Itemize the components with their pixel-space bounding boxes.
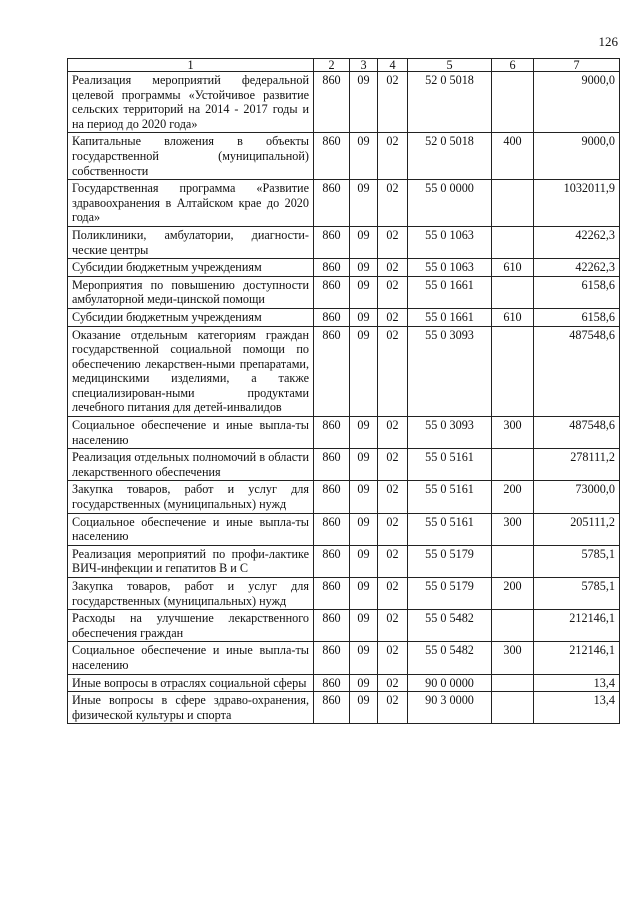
header-row	[68, 59, 620, 72]
row-name: Поликлиники, амбулатории, диагности-ческие центры	[68, 226, 314, 258]
row-amount: 487548,6	[534, 326, 620, 417]
table-row	[68, 226, 620, 258]
row-subsection: 02	[378, 692, 408, 724]
row-subsection: 02	[378, 72, 408, 133]
row-target-article: 55 0 1063	[408, 226, 492, 258]
table-row	[68, 692, 620, 724]
row-amount: 212146,1	[534, 642, 620, 674]
row-subsection: 02	[378, 610, 408, 642]
table-row	[68, 642, 620, 674]
row-name: Реализация отдельных полномочий в области лекарственного обеспечения	[68, 449, 314, 481]
header-col-7: 7	[534, 59, 620, 72]
header-col-5: 5	[408, 59, 492, 72]
row-section: 09	[350, 180, 378, 227]
table-row	[68, 481, 620, 513]
row-name: Расходы на улучшение лекарственного обеспечения граждан	[68, 610, 314, 642]
row-subsection: 02	[378, 545, 408, 577]
budget-table	[67, 58, 620, 724]
table-row	[68, 259, 620, 277]
row-section: 09	[350, 642, 378, 674]
row-code: 860	[314, 545, 350, 577]
row-target-article: 55 0 1063	[408, 259, 492, 277]
row-expense-type: 300	[492, 642, 534, 674]
row-section: 09	[350, 326, 378, 417]
row-expense-type	[492, 692, 534, 724]
row-subsection: 02	[378, 642, 408, 674]
row-target-article: 55 0 5161	[408, 449, 492, 481]
row-code: 860	[314, 481, 350, 513]
header-col-6: 6	[492, 59, 534, 72]
row-amount: 13,4	[534, 692, 620, 724]
row-section: 09	[350, 72, 378, 133]
table-row	[68, 545, 620, 577]
row-code: 860	[314, 226, 350, 258]
row-amount: 5785,1	[534, 545, 620, 577]
row-amount: 42262,3	[534, 226, 620, 258]
row-target-article: 90 3 0000	[408, 692, 492, 724]
row-name: Социальное обеспечение и иные выпла-ты населению	[68, 417, 314, 449]
row-name: Социальное обеспечение и иные выпла-ты населению	[68, 513, 314, 545]
row-expense-type: 400	[492, 133, 534, 180]
row-name: Закупка товаров, работ и услуг для государственных (муниципальных) нужд	[68, 578, 314, 610]
row-section: 09	[350, 674, 378, 692]
row-name: Субсидии бюджетным учреждениям	[68, 259, 314, 277]
row-amount: 205111,2	[534, 513, 620, 545]
row-name: Реализация мероприятий по профи-лактике ВИЧ-инфекции и гепатитов В и С	[68, 545, 314, 577]
table-row	[68, 417, 620, 449]
row-name: Капитальные вложения в объекты государственной (муниципальной) собственности	[68, 133, 314, 180]
row-expense-type: 300	[492, 513, 534, 545]
row-amount: 6158,6	[534, 308, 620, 326]
row-subsection: 02	[378, 513, 408, 545]
header-col-4: 4	[378, 59, 408, 72]
row-section: 09	[350, 226, 378, 258]
row-target-article: 55 0 3093	[408, 417, 492, 449]
page-number: 126	[598, 34, 618, 49]
row-name: Закупка товаров, работ и услуг для государственных (муниципальных) нужд	[68, 481, 314, 513]
row-target-article: 55 0 1661	[408, 308, 492, 326]
row-target-article: 55 0 5179	[408, 545, 492, 577]
row-code: 860	[314, 642, 350, 674]
row-section: 09	[350, 513, 378, 545]
row-section: 09	[350, 276, 378, 308]
row-target-article: 55 0 5179	[408, 578, 492, 610]
table-row	[68, 180, 620, 227]
row-section: 09	[350, 308, 378, 326]
header-col-3: 3	[350, 59, 378, 72]
row-name: Реализация мероприятий федеральной целевой программы «Устойчивое развитие сельских территорий на 2014 - 2017 годы и на период до 2020 года»	[68, 72, 314, 133]
row-expense-type	[492, 276, 534, 308]
row-subsection: 02	[378, 578, 408, 610]
row-expense-type	[492, 610, 534, 642]
row-expense-type: 610	[492, 259, 534, 277]
row-subsection: 02	[378, 481, 408, 513]
row-name: Мероприятия по повышению доступности амбулаторной меди-цинской помощи	[68, 276, 314, 308]
row-expense-type	[492, 545, 534, 577]
row-target-article: 55 0 1661	[408, 276, 492, 308]
row-code: 860	[314, 259, 350, 277]
table-row	[68, 133, 620, 180]
row-section: 09	[350, 578, 378, 610]
row-amount: 1032011,9	[534, 180, 620, 227]
row-amount: 278111,2	[534, 449, 620, 481]
row-expense-type	[492, 226, 534, 258]
table-row	[68, 326, 620, 417]
table-row	[68, 449, 620, 481]
row-section: 09	[350, 692, 378, 724]
row-section: 09	[350, 417, 378, 449]
row-section: 09	[350, 259, 378, 277]
table-row	[68, 72, 620, 133]
row-code: 860	[314, 72, 350, 133]
row-code: 860	[314, 276, 350, 308]
row-amount: 73000,0	[534, 481, 620, 513]
table-row	[68, 513, 620, 545]
row-target-article: 90 0 0000	[408, 674, 492, 692]
row-subsection: 02	[378, 417, 408, 449]
row-amount: 9000,0	[534, 133, 620, 180]
row-section: 09	[350, 449, 378, 481]
row-expense-type	[492, 449, 534, 481]
row-section: 09	[350, 545, 378, 577]
row-code: 860	[314, 449, 350, 481]
row-target-article: 55 0 5482	[408, 642, 492, 674]
row-expense-type	[492, 72, 534, 133]
row-name: Иные вопросы в отраслях социальной сферы	[68, 674, 314, 692]
row-target-article: 55 0 3093	[408, 326, 492, 417]
row-expense-type: 200	[492, 578, 534, 610]
row-code: 860	[314, 674, 350, 692]
row-expense-type	[492, 674, 534, 692]
row-section: 09	[350, 481, 378, 513]
row-subsection: 02	[378, 133, 408, 180]
table-row	[68, 578, 620, 610]
row-name: Социальное обеспечение и иные выпла-ты населению	[68, 642, 314, 674]
row-code: 860	[314, 326, 350, 417]
row-code: 860	[314, 692, 350, 724]
row-name: Государственная программа «Развитие здравоохранения в Алтайском крае до 2020 года»	[68, 180, 314, 227]
row-subsection: 02	[378, 226, 408, 258]
table-row	[68, 674, 620, 692]
row-code: 860	[314, 513, 350, 545]
row-subsection: 02	[378, 276, 408, 308]
row-target-article: 55 0 5161	[408, 513, 492, 545]
row-expense-type: 200	[492, 481, 534, 513]
table-row	[68, 308, 620, 326]
row-subsection: 02	[378, 308, 408, 326]
row-target-article: 52 0 5018	[408, 133, 492, 180]
row-expense-type	[492, 180, 534, 227]
row-target-article: 55 0 0000	[408, 180, 492, 227]
header-col-1: 1	[68, 59, 314, 72]
row-section: 09	[350, 133, 378, 180]
row-amount: 9000,0	[534, 72, 620, 133]
row-code: 860	[314, 180, 350, 227]
row-name: Иные вопросы в сфере здраво-охранения, физической культуры и спорта	[68, 692, 314, 724]
row-subsection: 02	[378, 326, 408, 417]
row-amount: 487548,6	[534, 417, 620, 449]
row-code: 860	[314, 417, 350, 449]
row-expense-type	[492, 326, 534, 417]
row-target-article: 55 0 5482	[408, 610, 492, 642]
row-code: 860	[314, 610, 350, 642]
row-expense-type: 300	[492, 417, 534, 449]
row-amount: 212146,1	[534, 610, 620, 642]
row-code: 860	[314, 578, 350, 610]
row-section: 09	[350, 610, 378, 642]
row-target-article: 52 0 5018	[408, 72, 492, 133]
row-amount: 42262,3	[534, 259, 620, 277]
table-row	[68, 610, 620, 642]
row-code: 860	[314, 308, 350, 326]
row-name: Субсидии бюджетным учреждениям	[68, 308, 314, 326]
header-col-2: 2	[314, 59, 350, 72]
row-subsection: 02	[378, 180, 408, 227]
row-subsection: 02	[378, 674, 408, 692]
table-row	[68, 276, 620, 308]
row-code: 860	[314, 133, 350, 180]
row-amount: 13,4	[534, 674, 620, 692]
row-amount: 6158,6	[534, 276, 620, 308]
row-target-article: 55 0 5161	[408, 481, 492, 513]
row-expense-type: 610	[492, 308, 534, 326]
row-subsection: 02	[378, 259, 408, 277]
row-amount: 5785,1	[534, 578, 620, 610]
row-name: Оказание отдельным категориям граждан государственной социальной помощи по обеспечению лекарствен-ными препаратами, медицинскими изделиями, а также специализирован-ными продуктами лечебного питания для детей-инвалидов	[68, 326, 314, 417]
row-subsection: 02	[378, 449, 408, 481]
